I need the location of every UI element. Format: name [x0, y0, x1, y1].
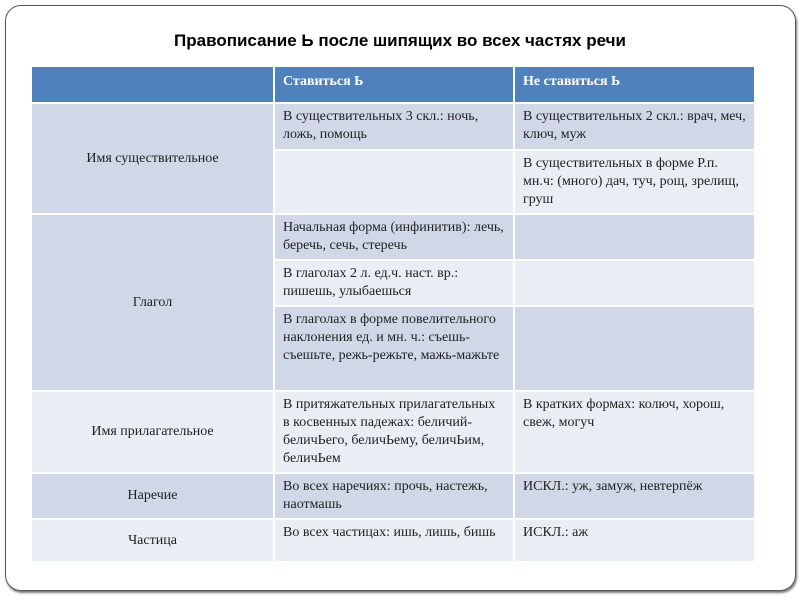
cell: ИСКЛ.: аж — [514, 519, 755, 562]
row-label-adverb: Наречие — [31, 473, 274, 519]
row-label-verb: Глагол — [31, 214, 274, 391]
cell: ИСКЛ.: уж, замуж, невтерпёж — [514, 473, 755, 519]
cell: В глаголах 2 л. ед.ч. наст. вр.: пишешь, улыбаешься — [274, 260, 514, 306]
cell: Во всех наречиях: прочь, настежь, наотмашь — [274, 473, 514, 519]
cell — [514, 260, 755, 306]
cell: В существительных 3 скл.: ночь, ложь, помощь — [274, 103, 514, 150]
table-row — [31, 391, 755, 473]
table-row — [31, 103, 755, 150]
table-row — [31, 473, 755, 519]
cell: В существительных в форме Р.п. мн.ч: (много) дач, туч, рощ, зрелищ, груш — [514, 150, 755, 214]
cell: Во всех частицах: ишь, лишь, бишь — [274, 519, 514, 562]
cell: В глаголах в форме повелительного наклонения ед. и мн. ч.: съешь-съешьте, режь-режьте, мажь-мажьте — [274, 306, 514, 391]
cell: В притяжательных прилагательных в косвенных падежах: беличий-беличЬего, беличЬему, беличЬим, беличЬем — [274, 391, 514, 473]
slide-title: Правописание Ь после шипящих во всех частях речи — [174, 31, 626, 50]
header-empty — [31, 66, 274, 103]
cell: Начальная форма (инфинитив): лечь, беречь, сечь, стеречь — [274, 214, 514, 260]
table-row — [31, 214, 755, 260]
header-not-put: Не ставиться Ь — [514, 66, 755, 103]
cell: В кратких формах: колюч, хорош, свеж, могуч — [514, 391, 755, 473]
cell — [514, 306, 755, 391]
header-row — [31, 66, 755, 103]
spelling-table — [30, 65, 756, 563]
table-row — [31, 519, 755, 562]
row-label-adjective: Имя прилагательное — [31, 391, 274, 473]
cell: В существительных 2 скл.: врач, меч, ключ, муж — [514, 103, 755, 150]
header-put: Ставиться Ь — [274, 66, 514, 103]
cell — [274, 150, 514, 214]
row-label-noun: Имя существительное — [31, 103, 274, 214]
cell — [514, 214, 755, 260]
row-label-particle: Частица — [31, 519, 274, 562]
